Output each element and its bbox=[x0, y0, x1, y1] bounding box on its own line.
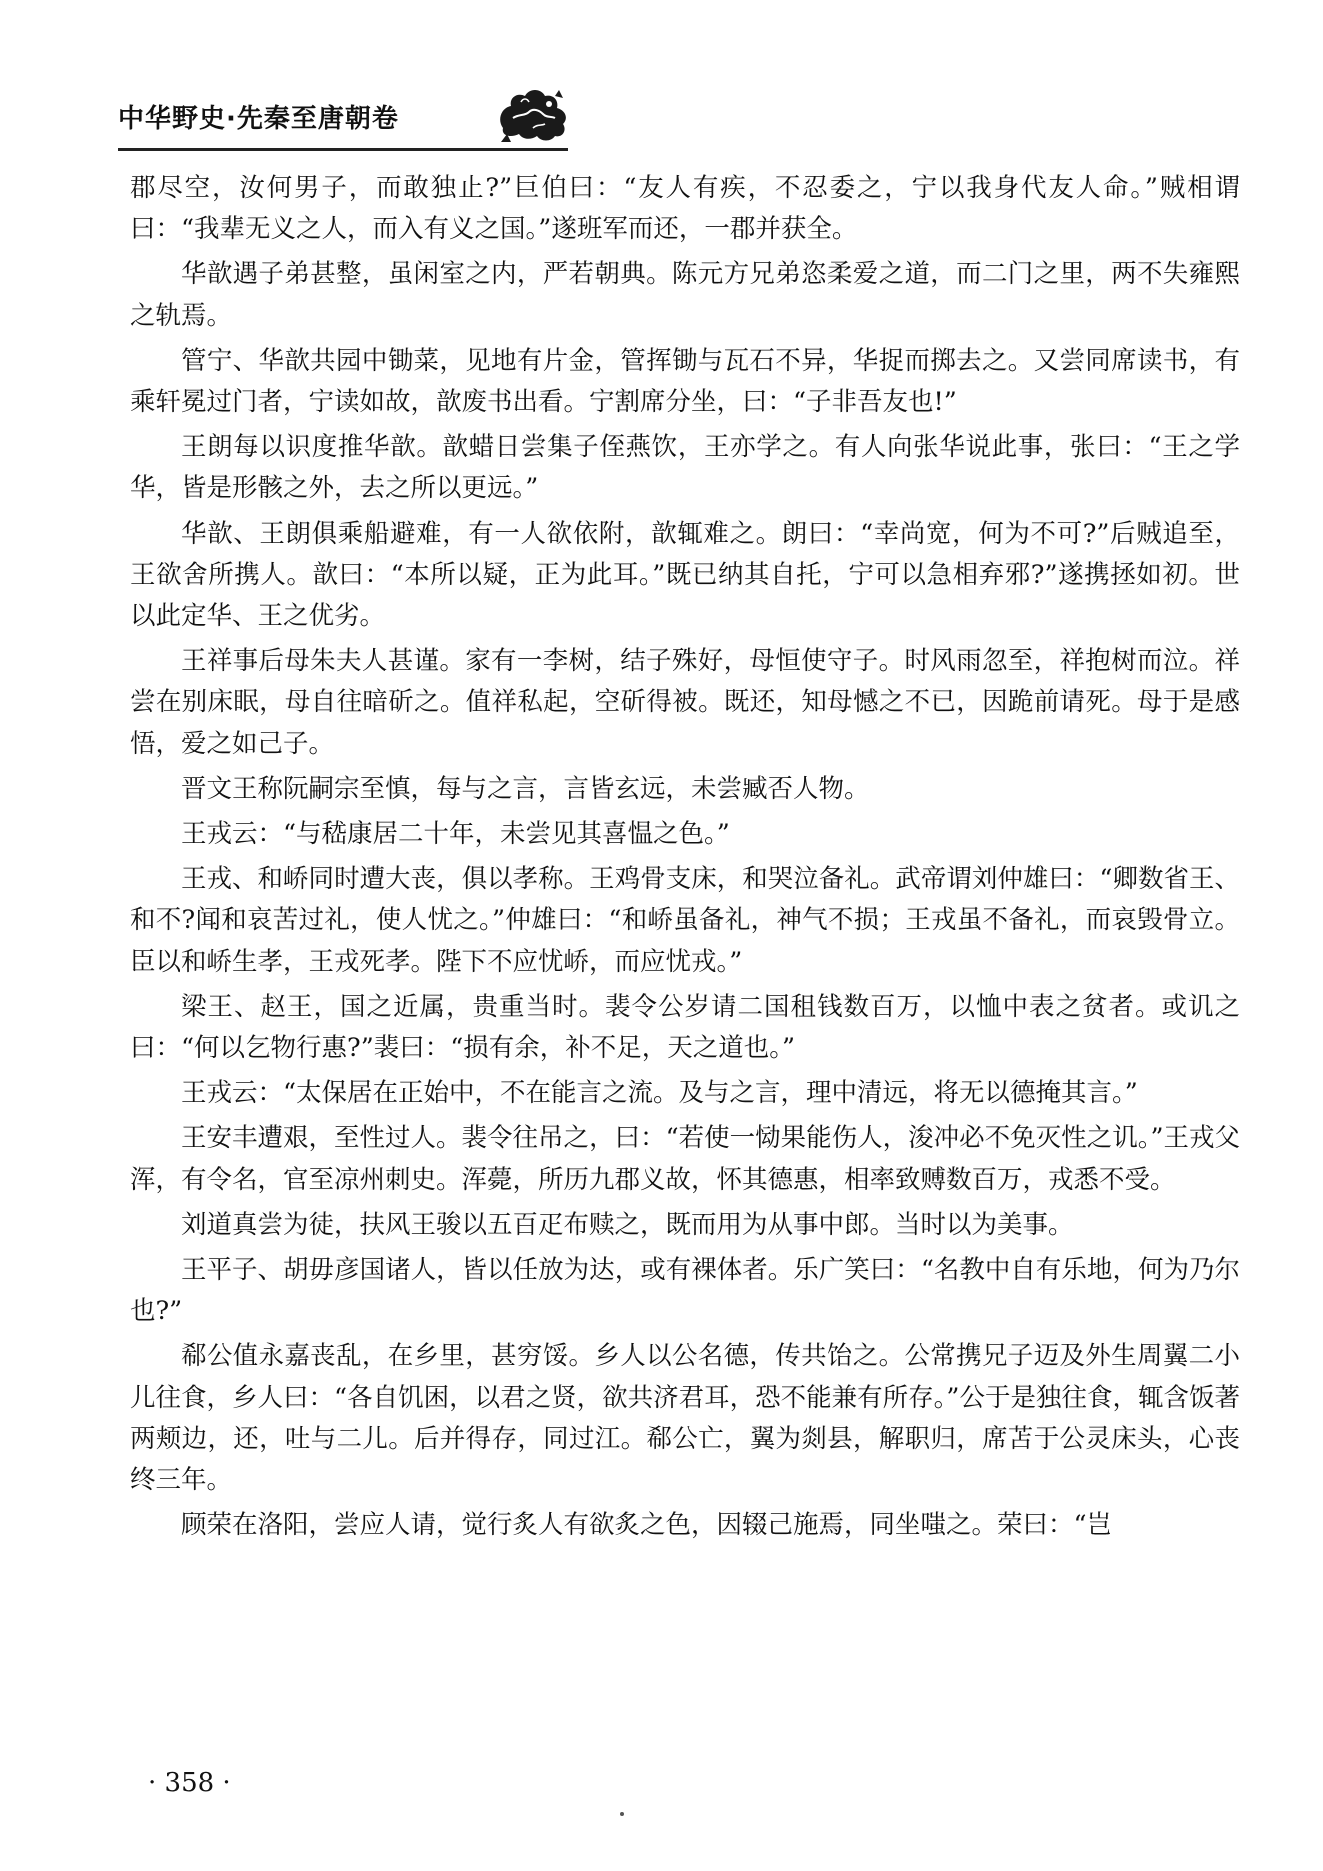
paragraph: 华歆遇子弟甚整，虽闲室之内，严若朝典。陈元方兄弟恣柔爱之道，而二门之里，两不失雍熙之轨焉。 bbox=[130, 259, 1240, 331]
dragon-icon bbox=[493, 84, 573, 146]
paragraph: 王祥事后母朱夫人甚谨。家有一李树，结子殊好，母恒使守子。时风雨忽至，祥抱树而泣。祥尝在别床眠，母自往暗斫之。值祥私起，空斫得被。既还，知母憾之不已，因跪前请死。母于是感悟，爱之如己子。 bbox=[130, 646, 1240, 759]
paragraph: 王安丰遭艰，至性过人。裴令往吊之，曰：“若使一恸果能伤人，浚冲必不免灭性之讥。”王戎父浑，有令名，官至凉州刺史。浑薨，所历九郡义故，怀其德惠，相率致赙数百万，戎悉不受。 bbox=[130, 1123, 1240, 1195]
page-number: · 358 · bbox=[148, 1768, 231, 1798]
paragraph: 梁王、赵王，国之近属，贵重当时。裴令公岁请二国租钱数百万，以恤中表之贫者。或讥之曰：“何以乞物行惠?”裴曰：“损有余，补不足，天之道也。” bbox=[130, 991, 1240, 1064]
paragraph: 王戎云：“太保居在正始中，不在能言之流。及与之言，理中清远，将无以德掩其言。” bbox=[181, 1078, 1138, 1109]
paragraph: 管宁、华歆共园中锄菜，见地有片金，管挥锄与瓦石不异，华捉而掷去之。又尝同席读书，有乘轩冕过门者，宁读如故，歆废书出看。宁割席分坐，曰：“子非吾友也!” bbox=[130, 345, 1240, 418]
paragraph: 王朗每以识度推华歆。歆蜡日尝集子侄燕饮，王亦学之。有人向张华说此事，张曰：“王之学华，皆是形骸之外，去之所以更远。” bbox=[130, 432, 1240, 504]
scan-speck bbox=[620, 1812, 624, 1816]
paragraph: 刘道真尝为徒，扶风王骏以五百疋布赎之，既而用为从事中郎。当时以为美事。 bbox=[181, 1209, 1074, 1240]
paragraph: 王戎、和峤同时遭大丧，俱以孝称。王鸡骨支床，和哭泣备礼。武帝谓刘仲雄曰：“卿数省王、和不?闻和哀苦过礼，使人忧之。”仲雄曰：“和峤虽备礼，神气不损；王戎虽不备礼，而哀毁骨立。臣以和峤生孝，王戎死孝。陛下不应忧峤，而应忧戎。” bbox=[130, 864, 1240, 977]
book-title: 中华野史·先秦至唐朝卷 bbox=[118, 104, 399, 134]
paragraph: 王戎云：“与嵇康居二十年，未尝见其喜愠之色。” bbox=[181, 819, 730, 850]
paragraph: 顾荣在洛阳，尝应人请，觉行炙人有欲炙之色，因辍己施焉，同坐嗤之。荣曰：“岂 bbox=[181, 1510, 1113, 1541]
paragraph: 王平子、胡毋彦国诸人，皆以任放为达，或有裸体者。乐广笑曰：“名教中自有乐地，何为乃尔也?” bbox=[130, 1255, 1240, 1327]
body-text bbox=[130, 168, 1240, 1551]
header-rule bbox=[118, 148, 568, 151]
paragraph: 晋文王称阮嗣宗至慎，每与之言，言皆玄远，未尝臧否人物。 bbox=[181, 773, 870, 804]
paragraph: 郗公值永嘉丧乱，在乡里，甚穷馁。乡人以公名德，传共饴之。公常携兄子迈及外生周翼二小儿往食，乡人曰：“各自饥困，以君之贤，欲共济君耳，恐不能兼有所存。”公于是独往食，辄含饭著两颊边，还，吐与二儿。后并得存，同过江。郗公亡，翼为剡县，解职归，席苫于公灵床头，心丧终三年。 bbox=[130, 1341, 1240, 1496]
paragraph: 郡尽空，汝何男子，而敢独止?”巨伯曰：“友人有疾，不忍委之，宁以我身代友人命。”贼相谓曰：“我辈无义之人，而入有义之国。”遂班军而还，一郡并获全。 bbox=[130, 173, 1240, 245]
running-header bbox=[118, 92, 568, 152]
paragraph: 华歆、王朗俱乘船避难，有一人欲依附，歆辄难之。朗曰：“幸尚宽，何为不可?”后贼追至，王欲舍所携人。歆曰：“本所以疑，正为此耳。”既已纳其自托，宁可以急相弃邪?”遂携拯如初。世以此定华、王之优劣。 bbox=[130, 518, 1240, 632]
